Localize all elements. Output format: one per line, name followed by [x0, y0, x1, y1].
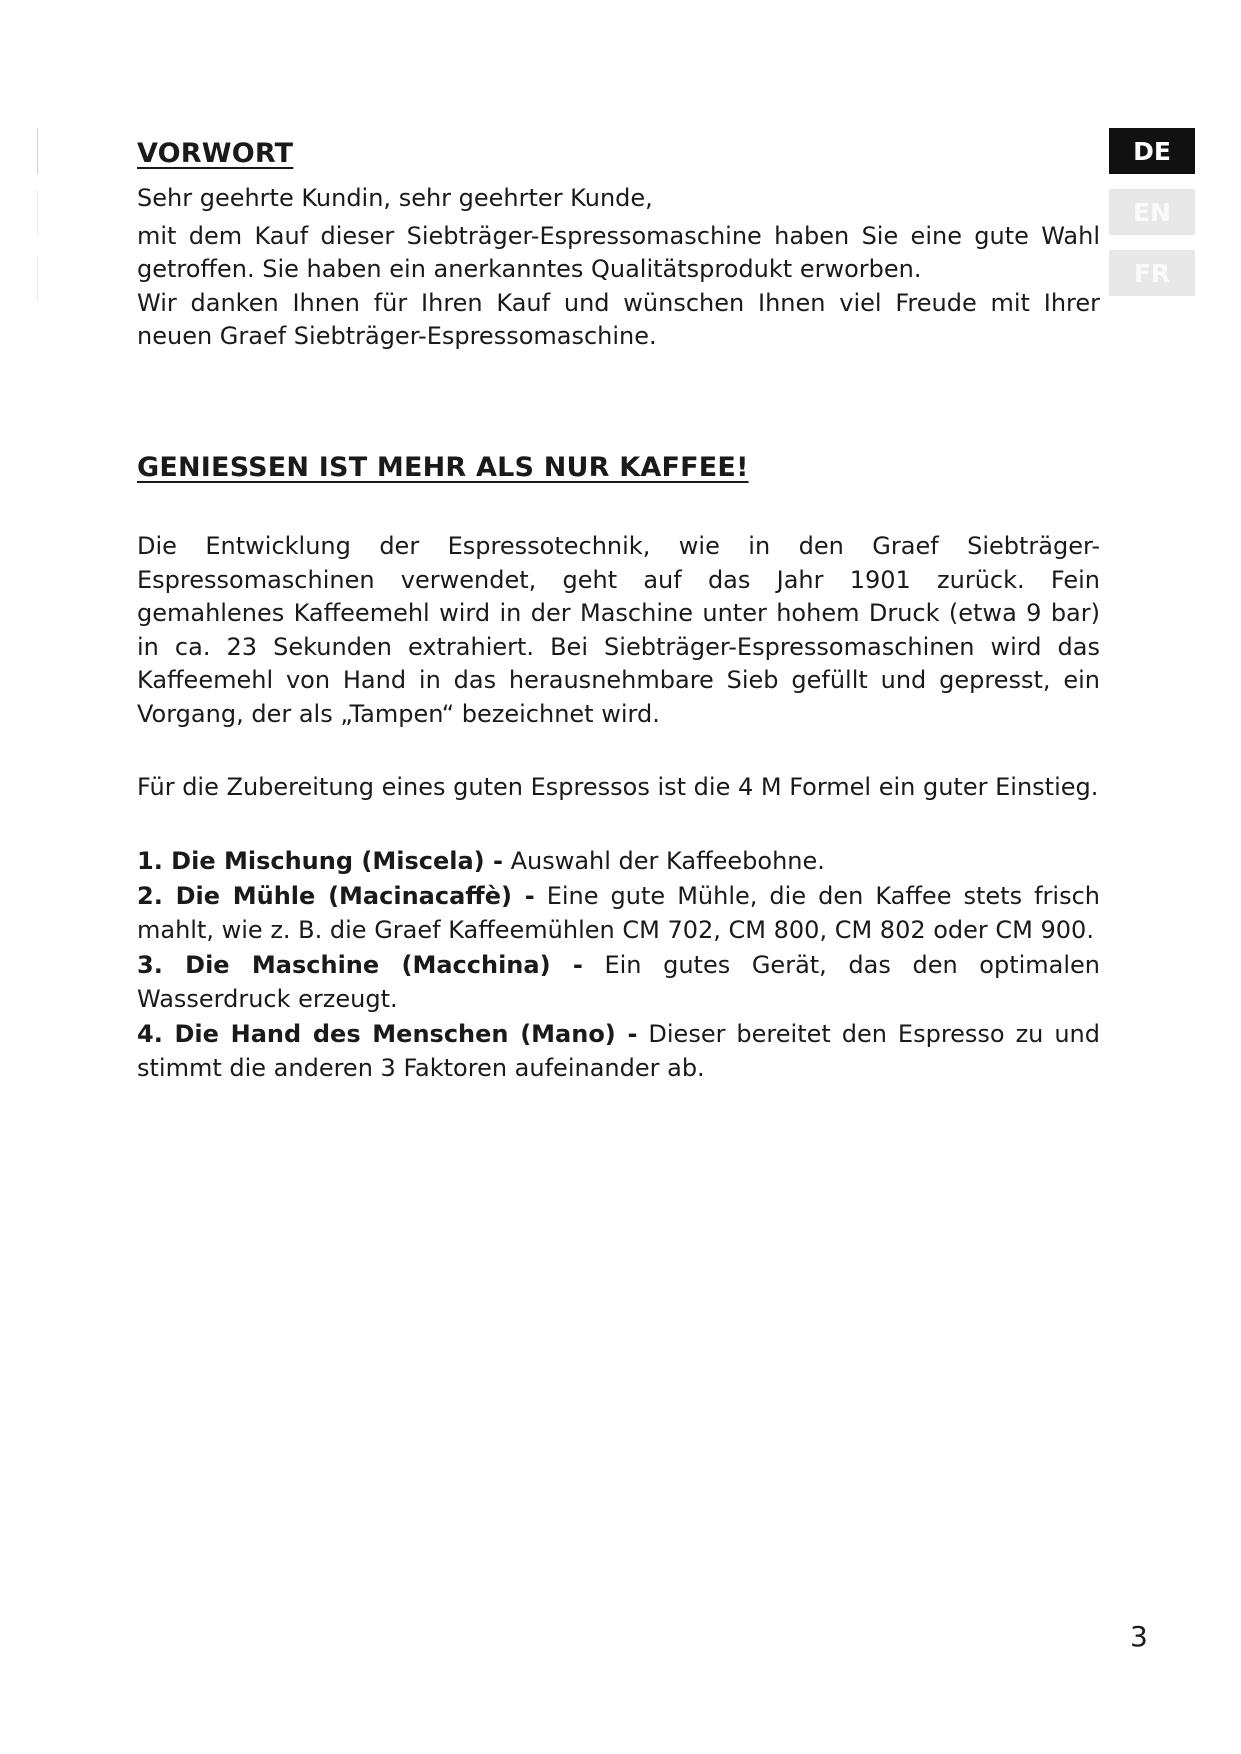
list-item-label: 3. Die Maschine (Macchina) -: [137, 951, 583, 980]
margin-rule: [37, 190, 38, 236]
list-item-label: 2. Die Mühle (Macinacaffè) -: [137, 882, 535, 911]
margin-rule: [37, 128, 38, 174]
tab-en[interactable]: EN: [1109, 189, 1195, 235]
list-item-label: 1. Die Mischung (Miscela) -: [137, 846, 503, 875]
list-item-text: Auswahl der Kaffeebohne.: [502, 846, 825, 875]
list-item: [137, 1018, 1100, 1085]
tab-de[interactable]: DE: [1109, 128, 1195, 174]
tab-fr[interactable]: FR: [1109, 250, 1195, 296]
geniessen-paragraph-2: Für die Zubereitung eines guten Espressos ist die 4 M Formel ein guter Einstieg.: [137, 773, 1099, 802]
vorwort-paragraph-1: mit dem Kauf dieser Siebträger-Espressomaschine haben Sie eine gute Wahl getroffen. Sie haben ein anerkanntes Qualitätsprodukt erworben.: [137, 221, 1100, 284]
list-item-text: Dieser bereitet den Espresso zu und stimmt die anderen 3 Faktoren aufeinander ab.: [137, 1020, 1101, 1082]
list-item-text: Ein gutes Gerät, das den optimalen Wasserdruck erzeugt.: [137, 951, 1101, 1013]
greeting: Sehr geehrte Kundin, sehr geehrter Kunde,: [137, 184, 653, 213]
section-title-geniessen: GENIESSEN IST MEHR ALS NUR KAFFEE!: [137, 451, 749, 483]
language-tabs: [1109, 128, 1195, 311]
list-item: [137, 845, 1100, 879]
list-item: [137, 949, 1100, 1016]
main-content: [137, 138, 1100, 1085]
vorwort-paragraph-2: Wir danken Ihnen für Ihren Kauf und wünschen Ihnen viel Freude mit Ihrer neuen Graef Siebträger-Espressomaschine.: [137, 288, 1100, 351]
page-number: 3: [1130, 1620, 1148, 1653]
margin-rule: [37, 255, 38, 301]
list-item-label: 4. Die Hand des Menschen (Mano) -: [137, 1020, 638, 1049]
geniessen-paragraph-1: Die Entwicklung der Espressotechnik, wie in den Graef Siebträger-Espressomaschinen verwendet, geht auf das Jahr 1901 zurück. Fein gemahlenes Kaffeemehl wird in der Maschine unter hohem Druck (etwa 9 bar) in ca. 23 Sekunden extrahiert. Bei Siebträger-Espressomaschinen wird das Kaffeemehl von Hand in das herausnehmbare Sieb gefüllt und gepresst, ein Vorgang, der als „Tampen“ bezeichnet wird.: [137, 532, 1100, 728]
section-title-vorwort: VORWORT: [137, 138, 294, 169]
list-item-text: Eine gute Mühle, die den Kaffee stets frisch mahlt, wie z. B. die Graef Kaffeemühlen CM 702, CM 800, CM 802 oder CM 900.: [137, 882, 1101, 944]
four-m-list: [137, 845, 1100, 1086]
list-item: [137, 880, 1100, 947]
